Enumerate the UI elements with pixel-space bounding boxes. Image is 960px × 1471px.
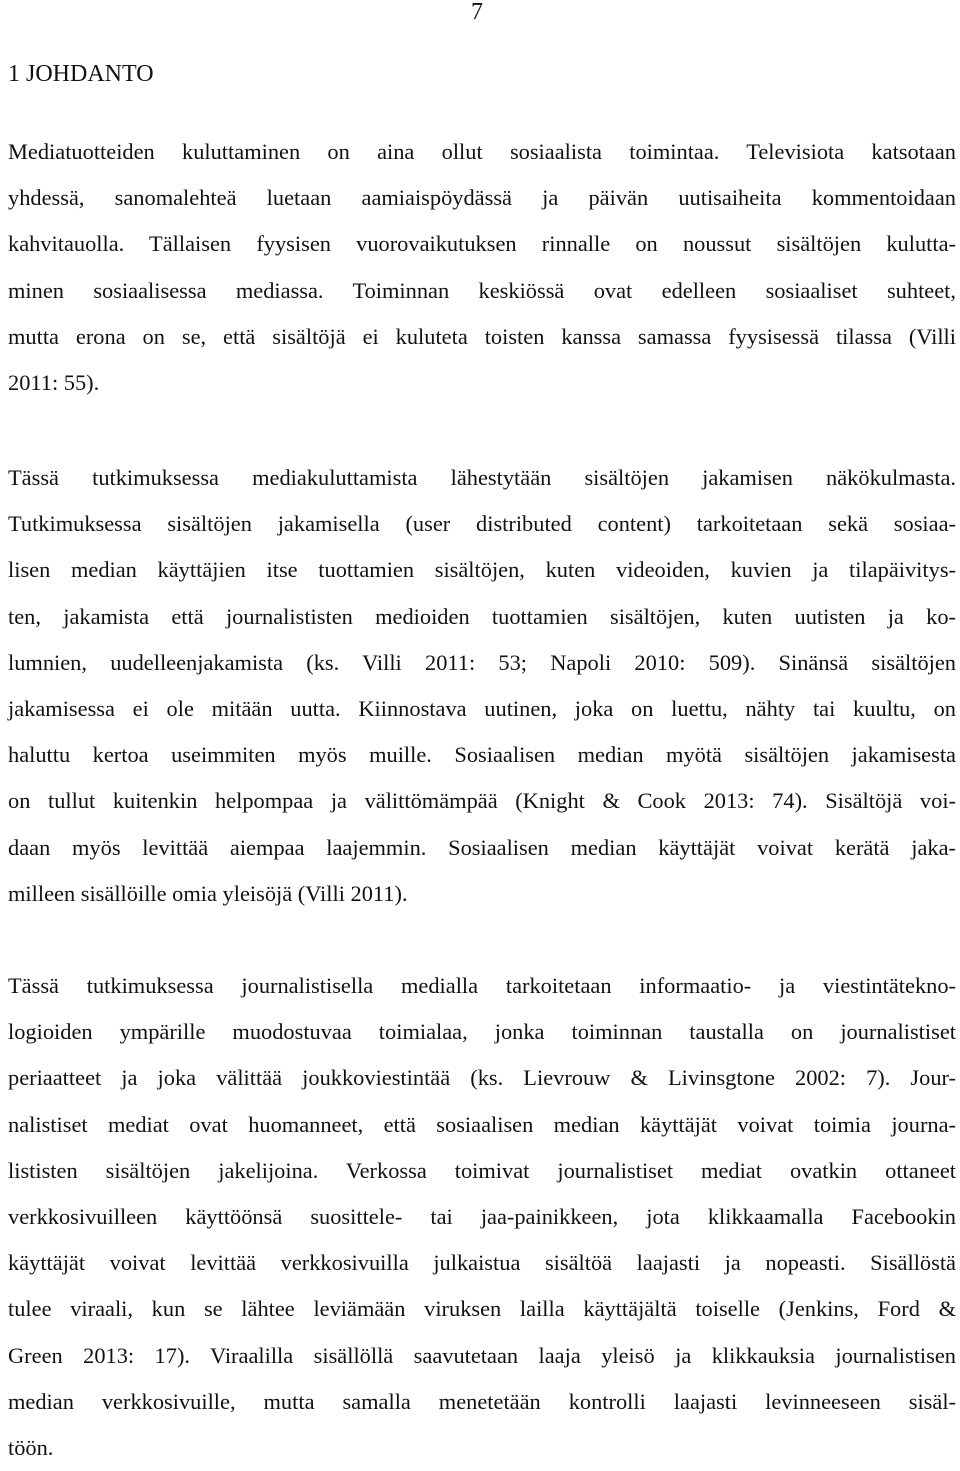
- text-line: Tutkimuksessa sisältöjen jakamisella (user distributed content) tarkoitetaan sekä sosiaa-: [8, 511, 956, 537]
- text-line: käyttäjät voivat levittää verkkosivuilla julkaistua sisältöä laajasti ja nopeasti. Sisällöstä: [8, 1250, 956, 1276]
- text-line: lististen sisältöjen jakelijoina. Verkossa toimivat journalistiset mediat ovatkin ottaneet: [8, 1157, 956, 1183]
- text-line: lumnien, uudelleenjakamista (ks. Villi 2011: 53; Napoli 2010: 509). Sinänsä sisältöjen: [8, 649, 956, 675]
- text-line: verkkosivuilleen käyttöönsä suosittele- tai jaa-painikkeen, jota klikkaamalla Facebookin: [8, 1203, 956, 1229]
- text-line: mutta erona on se, että sisältöjä ei kuluteta toisten kanssa samassa fyysisessä tilassa (Villi: [8, 323, 956, 349]
- text-line: milleen sisällöille omia yleisöjä (Villi 2011).: [8, 880, 408, 906]
- text-line: logioiden ympärille muodostuvaa toimialaa, jonka toiminnan taustalla on journalistiset: [8, 1019, 956, 1045]
- text-line: Tässä tutkimuksessa journalistisella medialla tarkoitetaan informaatio- ja viestintäteknο-: [8, 973, 956, 998]
- text-line: on tullut kuitenkin helpompaa ja välittömämpää (Knight & Cook 2013: 74). Sisältöjä voi-: [8, 788, 956, 814]
- paragraph-3: [8, 963, 956, 1471]
- text-line: daan myös levittää aiempaa laajemmin. Sosiaalisen median käyttäjät voivat kerätä jaka-: [8, 834, 956, 860]
- text-line: yhdessä, sanomalehteä luetaan aamiaispöydässä ja päivän uutisaiheita kommentoidaan: [8, 185, 956, 211]
- text-line: haluttu kertoa useimmiten myös muille. Sosiaalisen median myötä sisältöjen jakamisesta: [8, 742, 956, 768]
- text-line: 2011: 55).: [8, 369, 100, 395]
- paragraph-1: [8, 129, 956, 406]
- chapter-heading: 1 JOHDANTO: [8, 61, 154, 87]
- text-line: nalistiset mediat ovat huomanneet, että sosiaalisen median käyttäjät voivat toimia journa-: [8, 1111, 956, 1137]
- paragraph-2: [8, 455, 956, 917]
- text-line: kahvitauolla. Tällaisen fyysisen vuorovaikutuksen rinnalle on noussut sisältöjen kulutta-: [8, 231, 956, 257]
- text-line: minen sosiaalisessa mediassa. Toiminnan keskiössä ovat edelleen sosiaaliset suhteet,: [8, 277, 956, 303]
- text-line: ten, jakamista että journalististen medioiden tuottamien sisältöjen, kuten uutisten ja ko-: [8, 603, 956, 629]
- page-number: 7: [471, 0, 483, 25]
- text-line: Tässä tutkimuksessa mediakuluttamista lähestytään sisältöjen jakamisen näkökulmasta.: [8, 465, 956, 490]
- text-line: median verkkosivuille, mutta samalla menetetään kontrolli laajasti levinneeseen sisäl-: [8, 1388, 956, 1414]
- text-line: töön.: [8, 1434, 54, 1460]
- text-line: Green 2013: 17). Viraalilla sisällöllä saavutetaan laaja yleisö ja klikkauksia journalistisen: [8, 1342, 956, 1368]
- text-line: tulee viraali, kun se lähtee leviämään viruksen lailla käyttäjältä toiselle (Jenkins, Ford &: [8, 1296, 956, 1322]
- text-line: periaatteet ja joka välittää joukkoviestintää (ks. Lievrouw & Livinsgtone 2002: 7). Jour-: [8, 1065, 956, 1091]
- text-line: Mediatuotteiden kuluttaminen on aina ollut sosiaalista toimintaa. Televisiota katsotaan: [8, 139, 956, 164]
- text-line: jakamisessa ei ole mitään uutta. Kiinnostava uutinen, joka on luettu, nähty tai kuultu, on: [8, 695, 956, 721]
- text-line: lisen median käyttäjien itse tuottamien sisältöjen, kuten videoiden, kuvien ja tilapäivitys-: [8, 557, 956, 583]
